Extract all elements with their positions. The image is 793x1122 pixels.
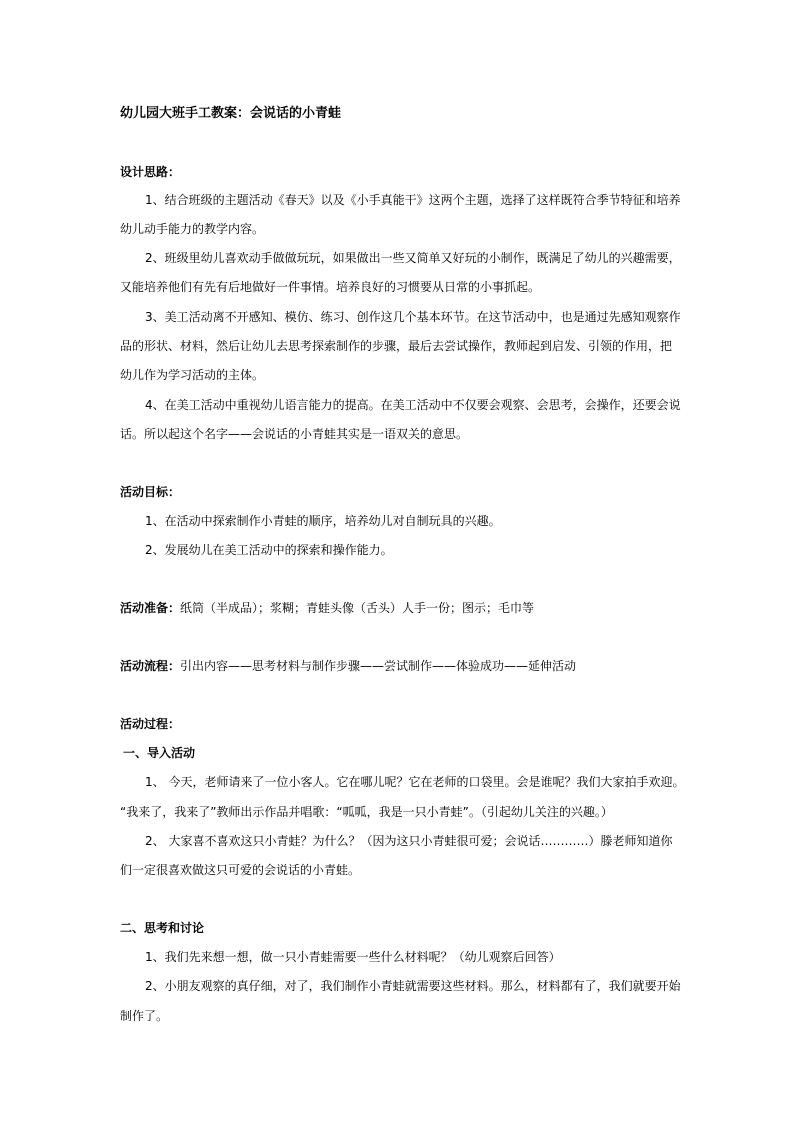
section2-line: 制作了。 (120, 1009, 169, 1023)
prep-text: 纸筒（半成品）；浆糊；青蛙头像（舌头）人手一份；图示；毛巾等 (180, 601, 535, 615)
section1-line: “我来了，我来了”教师出示作品并唱歌：“呱呱，我是一只小青蛙”。（引起幼儿关注的兴趣。） (120, 805, 613, 819)
design-line: 幼儿作为学习活动的主体。 (120, 368, 265, 382)
design-line: 1、结合班级的主题活动《春天》以及《小手真能干》这两个主题，选择了这样既符合季节特征和培养 (145, 193, 681, 207)
flow-label: 活动流程： (120, 659, 181, 673)
goals-line: 1、在活动中探索制作小青蛙的顺序，培养幼儿对自制玩具的兴趣。 (145, 514, 501, 528)
flow-text: 引出内容——思考材料与制作步骤——尝试制作——体验成功——延伸活动 (180, 659, 577, 673)
design-line: 又能培养他们有先有后地做好一件事情。培养良好的习惯要从日常的小事抓起。 (120, 280, 541, 294)
process-heading: 活动过程： (120, 717, 181, 731)
goals-heading: 活动目标： (120, 485, 181, 499)
design-line: 4、在美工活动中重视幼儿语言能力的提高。在美工活动中不仅要会观察、会思考，会操作，还要会说 (145, 398, 681, 412)
section2-line: 2、小朋友观察的真仔细，对了，我们制作小青蛙就需要这些材料。那么，材料都有了，我们就要开始 (145, 979, 681, 993)
section1-line: 1、 今天，老师请来了一位小客人。它在哪儿呢？它在老师的口袋里。会是谁呢？我们大家拍手欢迎。 (145, 775, 685, 789)
design-line: 3、美工活动离不开感知、模仿、练习、创作这几个基本环节。在这节活动中，也是通过先感知观察作 (145, 310, 681, 324)
design-line: 话。所以起这个名字——会说话的小青蛙其实是一语双关的意思。 (120, 427, 469, 441)
section1-line: 们一定很喜欢做这只可爱的会说话的小青蛙。 (120, 863, 361, 877)
design-line: 2、班级里幼儿喜欢动手做做玩玩，如果做出一些又简单又好玩的小制作，既满足了幼儿的兴趣需要， (145, 251, 681, 265)
section1-line: 2、 大家喜不喜欢这只小青蛙？为什么？（因为这只小青蛙很可爱；会说话…………）滕老师知道你 (145, 834, 673, 848)
design-heading: 设计思路： (120, 165, 181, 179)
design-line: 幼儿动手能力的教学内容。 (120, 222, 265, 236)
flow-row (120, 657, 576, 674)
section1-heading: 一、导入活动 (123, 746, 196, 760)
prep-label: 活动准备： (120, 601, 181, 615)
document-title: 幼儿园大班手工教案：会说话的小青蛙 (120, 106, 342, 121)
design-line: 品的形状、材料，然后让幼儿去思考探索制作的步骤，最后去尝试操作，教师起到启发、引领的作用，把 (120, 339, 673, 353)
prep-row (120, 599, 534, 616)
section2-heading: 二、思考和讨论 (120, 921, 205, 935)
section2-line: 1、我们先来想一想，做一只小青蛙需要一些什么材料呢？（幼儿观察后回答） (145, 950, 561, 964)
goals-line: 2、发展幼儿在美工活动中的探索和操作能力。 (145, 543, 393, 557)
